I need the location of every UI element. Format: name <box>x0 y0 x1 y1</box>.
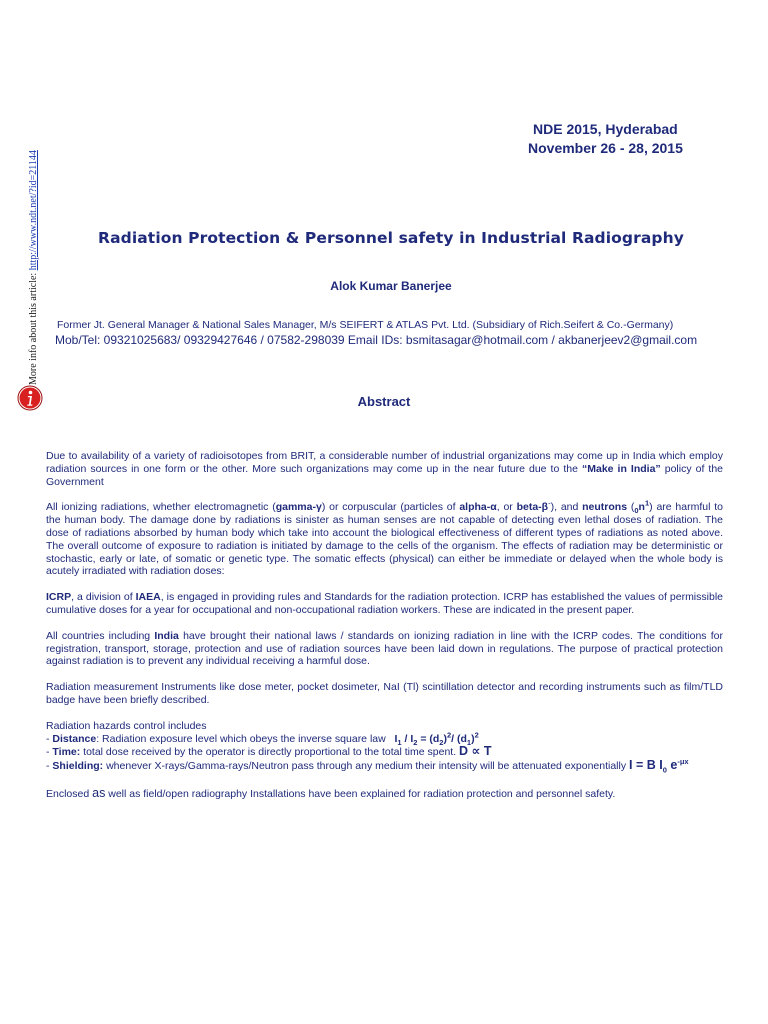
abstract-paragraph: Radiation measurement Instruments like dose meter, pocket dosimeter, NaI (Tl) scintillation detector and recording instruments such as film/TLD badge have been briefly described. <box>46 681 723 706</box>
abstract-paragraph <box>46 787 723 801</box>
attenuation-formula <box>629 756 689 775</box>
p2-text: All ionizing radiations, whether electromagnetic ( <box>46 501 276 514</box>
paper-title: Radiation Protection & Personnel safety in Industrial Radiography <box>98 229 684 247</box>
attenuation-sub: 0 <box>662 765 667 775</box>
p4-text: have brought their national laws / standards on ionizing radiation in line with the ICRP codes. The conditions for registration, transport, storage, protection and use of radiation sources have been laid down in regulations. The purpose of practical protection against radiation is to prevent any individual receiving a harmful dose. <box>46 629 723 668</box>
author-name: Alok Kumar Banerjee <box>330 279 452 293</box>
p3-text: , is engaged in providing rules and Standards for the radiation protection. ICRP has established the values of permissible cumulative doses for a year for occupational and non-occupational radiation workers. These are indicated in the present paper. <box>46 591 723 616</box>
hazard-distance: - Distance: Radiation exposure level which obeys the inverse square law $I_1 / I_2 = (d_2)^2/$ $(d_1)^2$ <box>46 730 479 747</box>
neutron-symbol: n <box>638 501 645 514</box>
p2-text: ) or corpuscular (particles of <box>321 501 460 514</box>
p2-text: ) are harmful to the human body. The damage done by radiations is sinister as human senses are not capable of detecting even lethal doses of radiation. The dose of radiations absorbed by human body which take into account the biological effectiveness of different types of radiations as noted above. The overall outcome of exposure to radiation is initiated by damage to the cells of the organism. The effects of radiation may be deterministic or stochastic, early or late, of somatic or genetic type. The somatic effects (physical) can either be immediate or delayed when the whole body is acutely irradiated with radiation doses: <box>46 501 723 578</box>
p2-text: ( <box>627 501 635 514</box>
time-text: total dose received by the operator is directly proportional to the total time spent. <box>80 746 457 759</box>
make-in-india: “Make in India” <box>582 462 661 475</box>
conference-dates: November 26 - 28, 2015 <box>528 140 683 156</box>
p1-text: Due to availability of a variety of radioisotopes from BRIT, a considerable number of industrial organizations may come up in India which employ radiation sources in one form or the other. More such organizations may come up in the near future due to the <box>46 450 723 475</box>
alpha-term: alpha-α <box>459 501 497 514</box>
p4-text: All countries including <box>46 629 155 642</box>
distance-text: : Radiation exposure level which obeys the inverse square law <box>96 732 386 745</box>
icrp-term: ICRP <box>46 591 72 604</box>
neutrons-term: neutrons <box>582 501 628 514</box>
shielding-text: whenever X-rays/Gamma-rays/Neutron pass through any medium their intensity will be attenuated exponentially <box>103 760 627 773</box>
conference-info <box>528 120 683 158</box>
inverse-square-formula: $I_1 / I_2 = (d_2)^2/$ $(d_1)^2$ <box>394 730 479 747</box>
attenuation-sup: -μx <box>677 756 689 766</box>
beta-sup: - <box>548 498 551 508</box>
author-contact: Mob/Tel: 09321025683/ 09329427646 / 07582-298039 Email IDs: bsmitasagar@hotmail.com / akbanerjeev2@gmail.com <box>55 333 698 347</box>
p6-as: as <box>92 785 106 800</box>
india-term: India <box>154 629 179 642</box>
article-info-link[interactable] <box>27 125 41 385</box>
hazard-time: - Time: total dose received by the operator is directly proportional to the total time spent. D ∝ T <box>46 744 492 759</box>
abstract-body <box>46 450 723 814</box>
iaea-term: IAEA <box>135 591 161 604</box>
abstract-paragraph <box>46 498 723 578</box>
p6-text: Enclosed <box>46 787 93 800</box>
hazard-intro: Radiation hazards control includes <box>46 719 207 732</box>
abstract-paragraph <box>46 450 723 488</box>
conference-name: NDE 2015, Hyderabad <box>533 121 678 137</box>
distance-label: Distance <box>52 732 97 745</box>
article-info-text <box>27 125 41 385</box>
neutron-sup: 1 <box>644 498 650 508</box>
attenuation-formula-part: I = B I <box>629 758 663 773</box>
neutron-sub: 0 <box>634 506 639 516</box>
p2-text: ), and <box>550 501 583 514</box>
hazard-shielding: - Shielding: whenever X-rays/Gamma-rays/Neutron pass through any medium their intensity will be attenuated exponentially I = B $I_0$ $e^{-\mu x}$ <box>46 756 689 775</box>
p1-tail: policy of the Government <box>46 462 723 488</box>
beta-term: beta-β <box>516 501 549 514</box>
abstract-paragraph <box>46 591 723 617</box>
gamma-term: gamma-γ <box>275 501 322 514</box>
abstract-heading: Abstract <box>357 394 411 409</box>
p3-text: , a division of <box>71 591 136 604</box>
p6-text: well as field/open radiography Installations have been explained for radiation protection and personnel safety. <box>105 787 616 800</box>
shielding-label: Shielding: <box>52 760 104 773</box>
time-formula: D ∝ T <box>459 744 492 759</box>
time-label: Time: <box>52 746 81 759</box>
hazard-controls <box>46 720 723 773</box>
article-info-url[interactable]: http://www.ndt.net/?id=21144 <box>28 150 39 271</box>
p2-text: , or <box>496 501 517 514</box>
author-affiliation: Former Jt. General Manager & National Sales Manager, M/s SEIFERT & ATLAS Pvt. Ltd. (Subsidiary of Rich.Seifert & Co.-Germany) <box>57 319 674 331</box>
article-info-prefix: More info about this article: <box>28 270 39 385</box>
attenuation-formula-part: e <box>666 758 678 773</box>
abstract-paragraph <box>46 630 723 668</box>
